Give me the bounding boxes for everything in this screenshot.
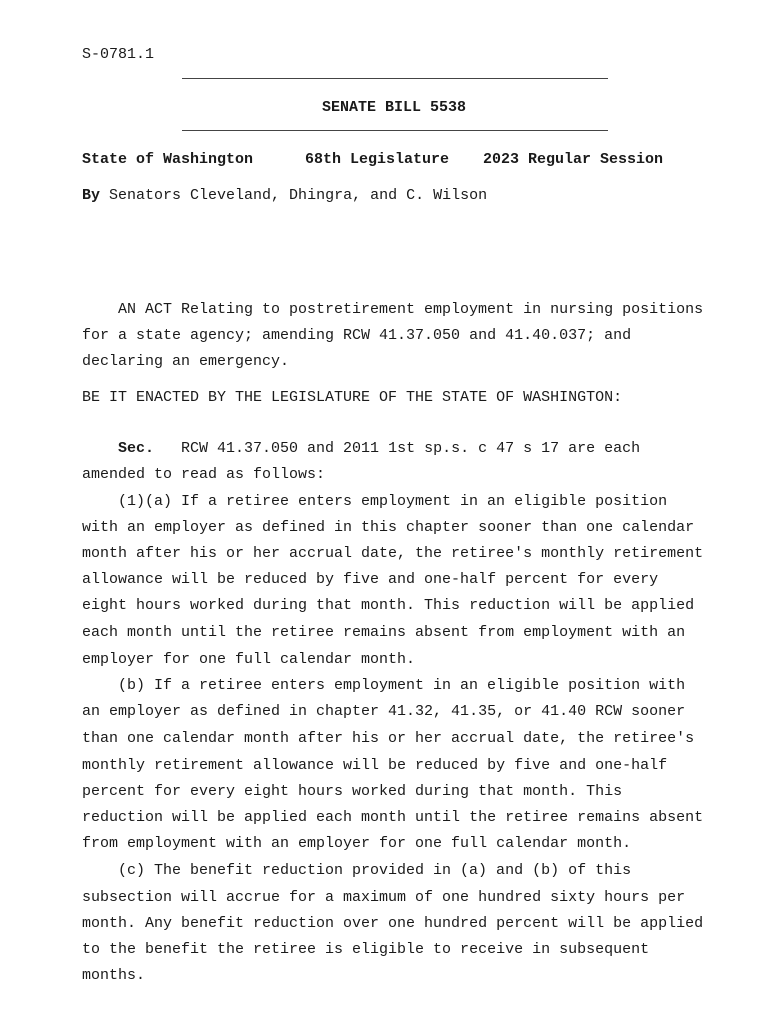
paragraph-c-line: (c) The benefit reduction provided in (a) and (b) of this	[118, 862, 632, 879]
paragraph-a-line: with an employer as defined in this chapter sooner than one calendar	[82, 519, 695, 536]
act-line: for a state agency; amending RCW 41.37.050 and 41.40.037; and	[82, 327, 632, 344]
state-name: State of Washington	[82, 151, 254, 168]
paragraph-c-line: subsection will accrue for a maximum of one hundred sixty hours per	[82, 889, 686, 906]
paragraph-b-line: reduction will be applied each month until the retiree remains absent	[82, 809, 704, 826]
paragraph-a-line: allowance will be reduced by five and one-half percent for every	[82, 571, 659, 588]
paragraph-c-line: months.	[82, 967, 146, 984]
paragraph-b-line: monthly retirement allowance will be reduced by five and one-half	[82, 757, 668, 774]
session-name: 2023 Regular Session	[483, 151, 664, 168]
paragraph-b-line: percent for every eight hours worked during that month. This	[82, 783, 623, 800]
paragraph-a-line: employer for one full calendar month.	[82, 651, 416, 668]
section-label: Sec.	[118, 440, 155, 457]
section-continuation: amended to read as follows:	[82, 466, 326, 483]
paragraph-a-line: (1)(a) If a retiree enters employment in an eligible position	[118, 493, 668, 510]
legislature-name: 68th Legislature	[305, 151, 450, 168]
top-divider	[182, 78, 608, 79]
act-line: declaring an emergency.	[82, 353, 290, 370]
enacting-clause: BE IT ENACTED BY THE LEGISLATURE OF THE STATE OF WASHINGTON:	[82, 389, 623, 406]
paragraph-c-line: to the benefit the retiree is eligible to receive in subsequent	[82, 941, 650, 958]
paragraph-a-line: each month until the retiree remains absent from employment with an	[82, 624, 686, 641]
sponsor-prefix: By	[82, 187, 101, 204]
bill-title: SENATE BILL 5538	[322, 99, 467, 116]
paragraph-b-line: (b) If a retiree enters employment in an eligible position with	[118, 677, 686, 694]
section-citation: RCW 41.37.050 and 2011 1st sp.s. c 47 s 17 are each	[181, 440, 641, 457]
paragraph-c-line: month. Any benefit reduction over one hundred percent will be applied	[82, 915, 704, 932]
paragraph-a-line: month after his or her accrual date, the retiree's monthly retirement	[82, 545, 704, 562]
sponsors-line	[82, 187, 487, 204]
document-id: S-0781.1	[82, 46, 155, 63]
paragraph-a-line: eight hours worked during that month. This reduction will be applied	[82, 597, 695, 614]
paragraph-b-line: from employment with an employer for one full calendar month.	[82, 835, 632, 852]
paragraph-b-line: an employer as defined in chapter 41.32, 41.35, or 41.40 RCW sooner	[82, 703, 686, 720]
act-line: AN ACT Relating to postretirement employment in nursing positions	[118, 301, 704, 318]
bottom-divider	[182, 130, 608, 131]
section-heading	[118, 440, 640, 458]
sponsor-names: Senators Cleveland, Dhingra, and C. Wilson	[109, 187, 488, 204]
paragraph-b-line: than one calendar month after his or her accrual date, the retiree's	[82, 730, 695, 747]
